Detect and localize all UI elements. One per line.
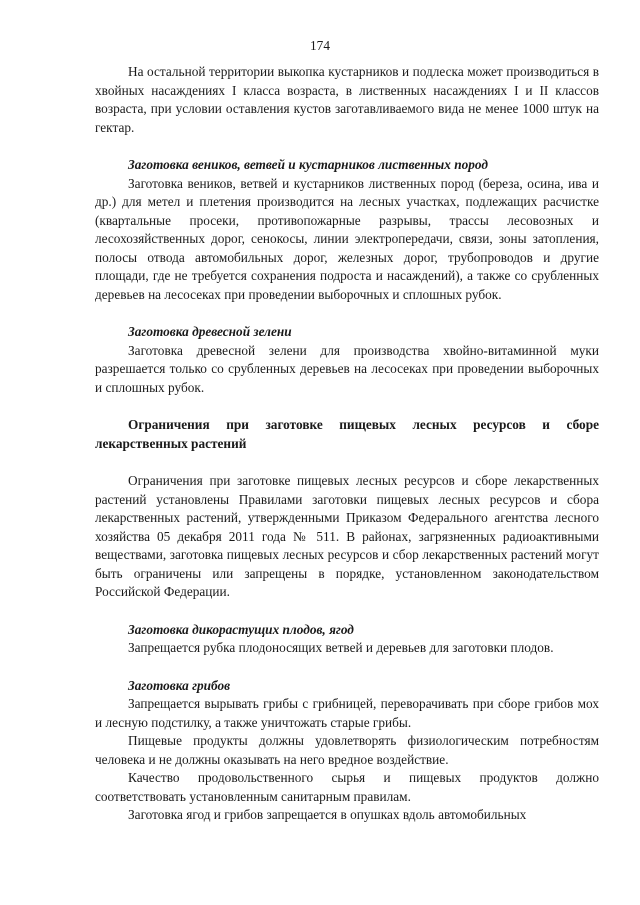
paragraph-restrictions: Ограничения при заготовке пищевых лесных ресурсов и сборе лекарственных растений установлены Правилами заготовки пищевых лесных ресурсов и сбора лекарственных растений, утвержденными Приказом Федерального агентства лесного хозяйства 05 декабря 2011 года № 511. В районах, загрязненных радиоактивными веществами, заготовка пищевых лесных ресурсов и сбор лекарственных растений могут быть ограничены или запрещены в порядке, установленном законодательством Российской Федерации. <box>95 473 599 599</box>
heading-fruits: Заготовка дикорастущих плодов, ягод <box>128 621 354 637</box>
intro-paragraph: На остальной территории выкопка кустарников и подлеска может производиться в хвойных насаждениях I класса возраста, в лиственных насаждениях I и II классов возраста, при условии оставления кустов заготавливаемого вида не менее 1000 штук на гектар. <box>95 64 599 135</box>
heading-restrictions: Ограничения при заготовке пищевых лесных ресурсов и сборе лекарственных растений <box>95 417 599 451</box>
page-content <box>95 63 599 825</box>
paragraph-mushrooms-4: Заготовка ягод и грибов запрещается в опушках вдоль автомобильных <box>128 807 527 822</box>
paragraph-mushrooms-3: Качество продовольственного сырья и пищевых продуктов должно соответствовать установленным санитарным правилам. <box>95 770 599 804</box>
paragraph-greenery: Заготовка древесной зелени для производства хвойно-витаминной муки разрешается только со срубленных деревьев на лесосеках при проведении выборочных и сплошных рубок. <box>95 342 599 395</box>
paragraph-mushrooms-2: Пищевые продукты должны удовлетворять физиологическим потребностям человека и не должны оказывать на него вредное воздействие. <box>95 733 599 767</box>
heading-brooms: Заготовка веников, ветвей и кустарников лиственных пород <box>128 157 488 172</box>
paragraph-fruits: Запрещается рубка плодоносящих ветвей и деревьев для заготовки плодов. <box>128 640 554 655</box>
paragraph-brooms: Заготовка веников, ветвей и кустарников лиственных пород (береза, осина, ива и др.) для метел и плетения производится на лесных участках, подлежащих расчистке (квартальные просеки, противопожарные разрывы, трассы лесовозных и лесохозяйственных дорог, сенокосы, линии электропередачи, связи, зоны затопления, полосы отвода автомобильных дорог, железных дорог, трубопроводов и другие площади, где не требуется сохранения подроста и насаждений), а также со срубленных деревьев на лесосеках при проведении выборочных и сплошных рубок. <box>95 175 599 302</box>
heading-greenery: Заготовка древесной зелени <box>128 324 292 339</box>
page-number: 174 <box>310 38 330 53</box>
paragraph-mushrooms-1: Запрещается вырывать грибы с грибницей, переворачивать при сборе грибов мох и лесную подстилку, а также уничтожать старые грибы. <box>95 696 599 730</box>
heading-mushrooms: Заготовка грибов <box>128 677 231 693</box>
